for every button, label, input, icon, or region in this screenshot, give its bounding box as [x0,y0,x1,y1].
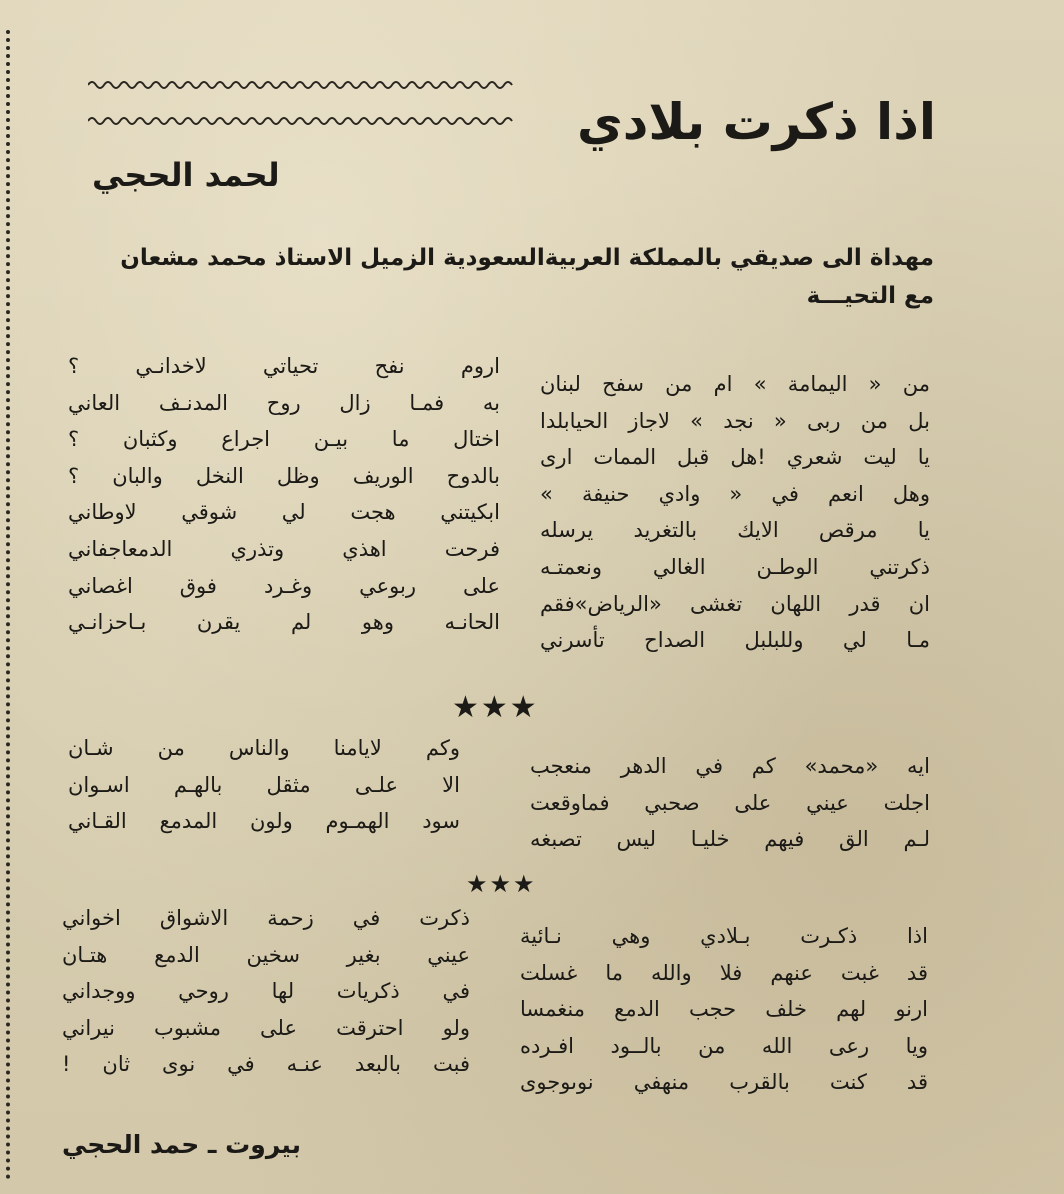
wavy-rule-bottom [88,114,514,128]
verse-line: من « اليمامة » ام من سفح لبنان [540,372,930,396]
verse-line: ولو احترقت على مشبوب نيراني [62,1015,470,1040]
verse-column-right [520,918,928,1101]
verse-line: به فمـا زال روح المدنـف العاني [68,390,500,415]
verse-line: ارنو لهم خلف حجب الدمع منغمسا [520,997,928,1022]
verse-line: يا ليت شعري !هل قبل الممات ارى [540,445,930,470]
verse-line: فرحت اهذي وتذري الدمعاجفاني [68,536,500,561]
dotted-border [6,30,10,1180]
verse-column-left [68,348,500,641]
verse-line: وهل انعم في « وادي حنيفة » [540,481,930,506]
verse-line: ويا رعى الله من بالــود افـرده [520,1033,928,1058]
verse-line: الحانـه وهو لم يقرن بـاحزانـي [68,610,500,635]
verse-line: يا مرقص الايك بالتغريد يرسله [540,518,930,543]
signature: بيروت ـ حمد الحجي [62,1130,301,1159]
verse-line: ان قدر اللهان تغشى «الرياض»فقم [540,591,930,616]
star-separator: ★★★ [452,690,539,725]
wavy-rule-top [88,78,514,92]
verse-line: في ذكريات لها روحي ووجداني [62,979,470,1004]
verse-line: اذا ذكـرت بـلادي وهي نـائية [520,924,928,948]
verse-line: على ربوعي وغـرد فوق اغصاني [68,573,500,598]
star-separator: ★★★ [466,870,537,898]
verse-line: بل من ربى « نجد » لاجاز الحيابلدا [540,408,930,433]
verse-line: ايه «محمد» كم في الدهر منعجب [530,754,930,778]
verse-line: فبت بالبعد عنـه في نوى ثان ! [62,1052,470,1077]
dedication [54,240,934,316]
verse-line: ذكرت في زحمة الاشواق اخواني [62,906,470,930]
verse-line: الا علـى مثقل بالهـم اسـوان [68,772,460,797]
verse-line: ذكرتني الوطـن الغالي ونعمتـه [540,554,930,579]
verse-line: ابكيتني هجت لي شوقي لاوطاني [68,500,500,525]
verse-line: اروم نفح تحياتي لاخدانـي ؟ [68,354,500,378]
verse-column-left [68,730,460,840]
verse-line: لـم الق فيهم خليـا ليس تصبغه [530,827,930,852]
verse-column-right [530,748,930,858]
verse-line: مـا لي وللبلبل الصداح تأسرني [540,628,930,653]
verse-line: اجلت عيني على صحبي فماوقعت [530,790,930,815]
verse-line: وكم لايامنا والناس من شـان [68,736,460,760]
verse-line: بالدوح الوريف وظل النخل والبان ؟ [68,463,500,488]
verse-column-right [540,366,930,659]
verse-line: قد غبت عنهم فلا والله ما غسلت [520,960,928,985]
verse-column-left [62,900,470,1083]
poem-title: اذا ذكرت بلادي [576,93,936,151]
dedication-line: مهداة الى صديقي بالمملكة العربيةالسعودية الزميل الاستاذ محمد مشعان [120,245,934,271]
dedication-line: مع التحيـــة [806,282,934,309]
verse-line: عيني بغير سخين الدمع هتـان [62,942,470,967]
author-byline: لحمد الحجي [92,156,280,194]
verse-line: قد كنت بالقرب منهفي نوىوجوى [520,1070,928,1095]
verse-line: سود الهمـوم ولون المدمع القـاني [68,809,460,834]
verse-line: اختال ما بيـن اجراع وكثبان ؟ [68,427,500,452]
